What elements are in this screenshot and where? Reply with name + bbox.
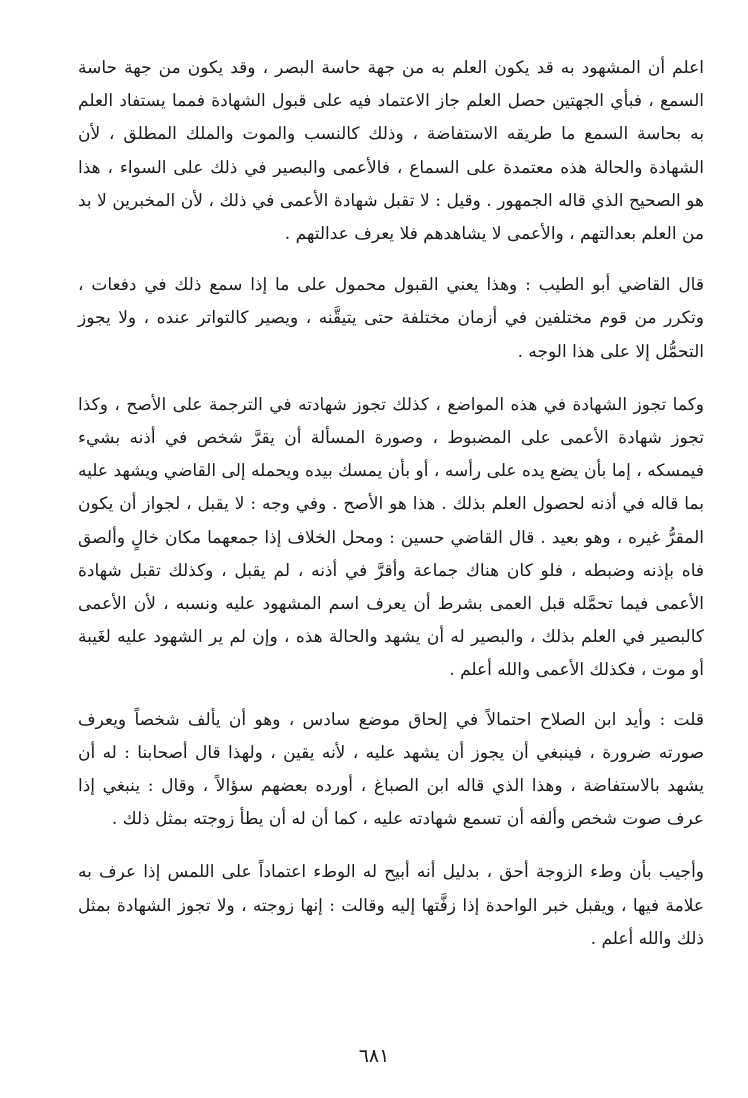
- paragraph-3: وكما تجوز الشهادة في هذه المواضع ، كذلك تجوز شهادته في الترجمة على الأصح ، وكذا تجوز شهادة الأعمى على المضبوط ، وصورة المسألة أن يقرَّ شخص في أذنه بشيء فيمسكه ، إما بأن يضع يده على رأسه ، أو بأن يمسك بيده ويحمله إلى القاضي ويشهد عليه بما قاله في أذنه لحصول العلم بذلك . هذا هو الأصح . وفي وجه : لا يقبل ، لجواز أن يكون المقرُّ غيره ، وهو بعيد . قال القاضي حسين : ومحل الخلاف إذا جمعهما مكان خالٍ وألصق فاه بإذنه وضبطه ، فلو كان هناك جماعة وأقرَّ في أذنه ، لم يقبل ، وكذلك تقبل شهادة الأعمى فيما تحمَّله قبل العمى بشرط أن يعرف اسم المشهود عليه ونسبه ، لأن الأعمى كالبصير في العلم بذلك ، والبصير له أن يشهد والحالة هذه ، وإن لم ير الشهود عليه لغَيبة أو موت ، فكذلك الأعمى والله أعلم .: [78, 394, 704, 681]
- page-number: ٦٨١: [358, 1045, 390, 1067]
- paragraph-4: قلت : وأيد ابن الصلاح احتمالاً في إلحاق موضع سادس ، وهو أن يألف شخصاً ويعرف صورته ضرورة ، فينبغي أن يجوز أن يشهد عليه ، لأنه يقين ، ولهذا قال أصحابنا : له أن يشهد بالاستفاضة ، وهذا الذي قاله ابن الصباغ ، أورده بعضهم سؤالاً ، وقال : ينبغي إذا عرف صوت شخص وألفه أن تسمع شهادته عليه ، كما أن له أن يطأ زوجته بمثل ذلك .: [78, 709, 704, 830]
- paragraph-5: وأجيب بأن وطء الزوجة أحق ، بدليل أنه أبيح له الوطء اعتماداً على اللمس إذا عرف به علامة فيها ، ويقبل خبر الواحدة إذا زفَّتها إليه وقالت : إنها زوجته ، ولا تجوز الشهادة بمثل ذلك والله أعلم .: [78, 862, 704, 949]
- page-body: [78, 52, 704, 956]
- paragraph-2: قال القاضي أبو الطيب : وهذا يعني القبول محمول على ما إذا سمع ذلك في دفعات ، وتكرر من قوم مختلفين في أزمان مختلفة حتى يتيقَّنه ، ويصير كالتواتر عنده ، ولا يجوز التحمُّل إلا على هذا الوجه .: [78, 275, 704, 362]
- paragraph-1: اعلم أن المشهود به قد يكون العلم به من جهة حاسة البصر ، وقد يكون من جهة حاسة السمع ، فبأي الجهتين حصل العلم جاز الاعتماد فيه على قبول الشهادة فمما يستفاد العلم به بحاسة السمع ما طريقه الاستفاضة ، وذلك كالنسب والموت والملك المطلق ، لأن الشهادة والحالة هذه معتمدة على السماع ، فالأعمى والبصير في ذلك على السواء ، هذا هو الصحيح الذي قاله الجمهور . وقيل : لا تقبل شهادة الأعمى في ذلك ، لأن المخبرين لا بد من العلم بعدالتهم ، والأعمى لا يشاهدهم فلا يعرف عدالتهم .: [78, 58, 704, 245]
